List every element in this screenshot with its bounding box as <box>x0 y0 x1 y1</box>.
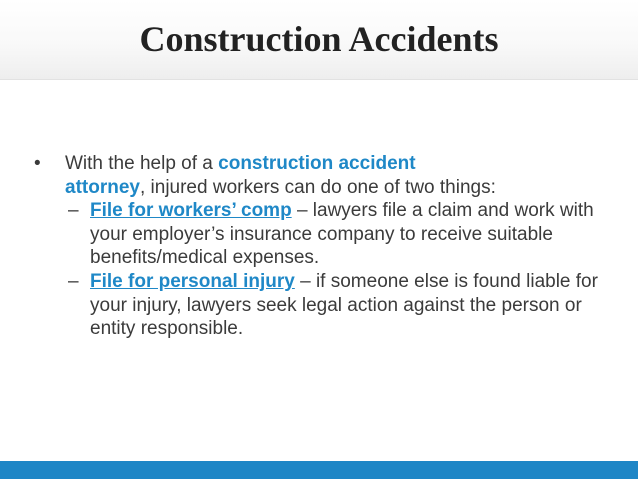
sub-item-workers-comp <box>0 199 638 270</box>
highlight-construction-accident: construction accident <box>218 153 416 174</box>
bullet-text-start: With the help of a <box>65 153 219 174</box>
main-bullet <box>0 152 638 199</box>
bullet-marker: • <box>34 153 41 174</box>
personal-injury-text: – if someone else is found liable for your injury, lawyers seek legal action against the person or entity responsible. <box>90 270 598 340</box>
slide-title: Construction Accidents <box>139 19 499 59</box>
highlight-attorney: attorney <box>65 176 140 198</box>
footer-bar <box>0 461 638 479</box>
sub-item-marker: – <box>68 200 79 222</box>
workers-comp-link[interactable]: File for workers’ comp <box>90 200 292 222</box>
workers-comp-text: – lawyers file a claim and work with your employer’s insurance company to receive suitable benefits/medical expenses. <box>90 200 594 269</box>
sub-item-personal-injury <box>0 270 638 341</box>
sub-item-marker: – <box>68 270 79 292</box>
slide-content <box>0 152 638 341</box>
personal-injury-link[interactable]: File for personal injury <box>90 270 295 292</box>
bullet-text-end: , injured workers can do one of two things: <box>139 176 496 198</box>
